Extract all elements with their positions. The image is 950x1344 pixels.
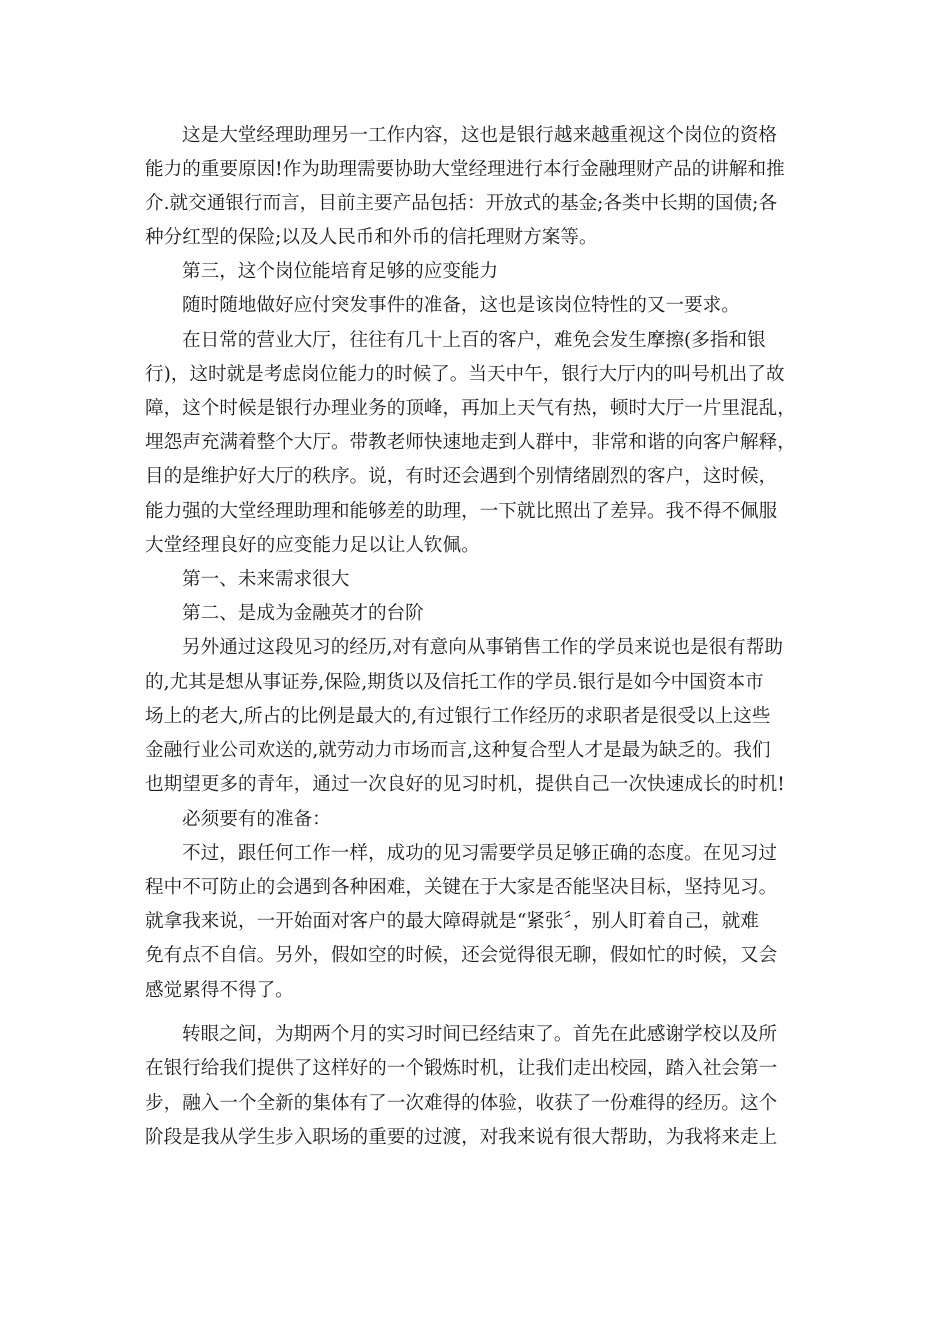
- text-line: 随时随地做好应付突发事件的准备，这也是该岗位特性的又一要求。: [182, 295, 740, 316]
- text-line: 种分红型的保险;以及人民币和外币的信托理财方案等。: [145, 227, 598, 248]
- text-line: 目的是维护好大厅的秩序。说，有时还会遇到个别情绪剧烈的客户，这时候，: [145, 466, 778, 487]
- text-line: 免有点不自信。另外，假如空的时候，还会觉得很无聊，假如忙的时候，又会: [145, 945, 778, 966]
- text-line: 这是大堂经理助理另一工作内容，这也是银行越来越重视这个岗位的资格: [182, 125, 778, 146]
- text-line: 也期望更多的青年，通过一次良好的见习时机，提供自己一次快速成长的时机!: [145, 774, 785, 795]
- text-line: 埋怨声充满着整个大厅。带教老师快速地走到人群中，非常和谐的向客户解释，: [145, 432, 796, 453]
- text-line: 阶段是我从学生步入职场的重要的过渡，对我来说有很大帮助，为我将来走上: [145, 1127, 778, 1148]
- text-line: 行)，这时就是考虑岗位能力的时候了。当天中午，银行大厅内的叫号机出了故: [145, 364, 785, 385]
- text-line: 不过，跟任何工作一样，成功的见习需要学员足够正确的态度。在见习过: [182, 843, 778, 864]
- section-heading: 必须要有的准备：: [182, 809, 331, 830]
- section-heading: 第二、是成为金融英才的台阶: [182, 603, 424, 624]
- text-line: 障，这个时候是银行办理业务的顶峰，再加上天气有热，顿时大厅一片里混乱，: [145, 398, 796, 419]
- section-heading: 第三，这个岗位能培育足够的应变能力: [182, 261, 499, 282]
- text-line: 大堂经理良好的应变能力足以让人钦佩。: [145, 535, 480, 556]
- text-line: 就拿我来说，一开始面对客户的最大障碍就是“紧张〞，别人盯着自己，就难: [145, 911, 759, 932]
- text-line: 能力强的大堂经理助理和能够差的助理，一下就比照出了差异。我不得不佩服: [145, 501, 778, 522]
- text-line: 步，融入一个全新的集体有了一次难得的体验，收获了一份难得的经历。这个: [145, 1093, 778, 1114]
- text-line: 另外通过这段见习的经历,对有意向从事销售工作的学员来说也是很有帮助: [182, 637, 783, 658]
- text-line: 金融行业公司欢送的,就劳动力市场而言,这种复合型人才是最为缺乏的。我们: [145, 740, 771, 761]
- section-heading: 第一、未来需求很大: [182, 569, 350, 590]
- text-line: 能力的重要原因!作为助理需要协助大堂经理进行本行金融理财产品的讲解和推: [145, 159, 785, 180]
- text-line: 在银行给我们提供了这样好的一个锻炼时机，让我们走出校园，踏入社会第一: [145, 1058, 778, 1079]
- text-line: 感觉累得不得了。: [145, 980, 294, 1001]
- text-line: 场上的老大,所占的比例是最大的,有过银行工作经历的求职者是很受以上这些: [145, 706, 771, 727]
- text-line: 转眼之间，为期两个月的实习时间已经结束了。首先在此感谢学校以及所: [182, 1024, 778, 1045]
- text-line: 程中不可防止的会遇到各种困难，关键在于大家是否能坚决目标，坚持见习。: [145, 877, 778, 898]
- text-line: 在日常的营业大厅，往往有几十上百的客户，难免会发生摩擦(多指和银: [182, 330, 766, 351]
- text-line: 介.就交通银行而言，目前主要产品包括：开放式的基金;各类中长期的国债;各: [145, 193, 778, 214]
- text-line: 的,尤其是想从事证券,保险,期货以及信托工作的学员.银行是如今中国资本市: [145, 672, 764, 693]
